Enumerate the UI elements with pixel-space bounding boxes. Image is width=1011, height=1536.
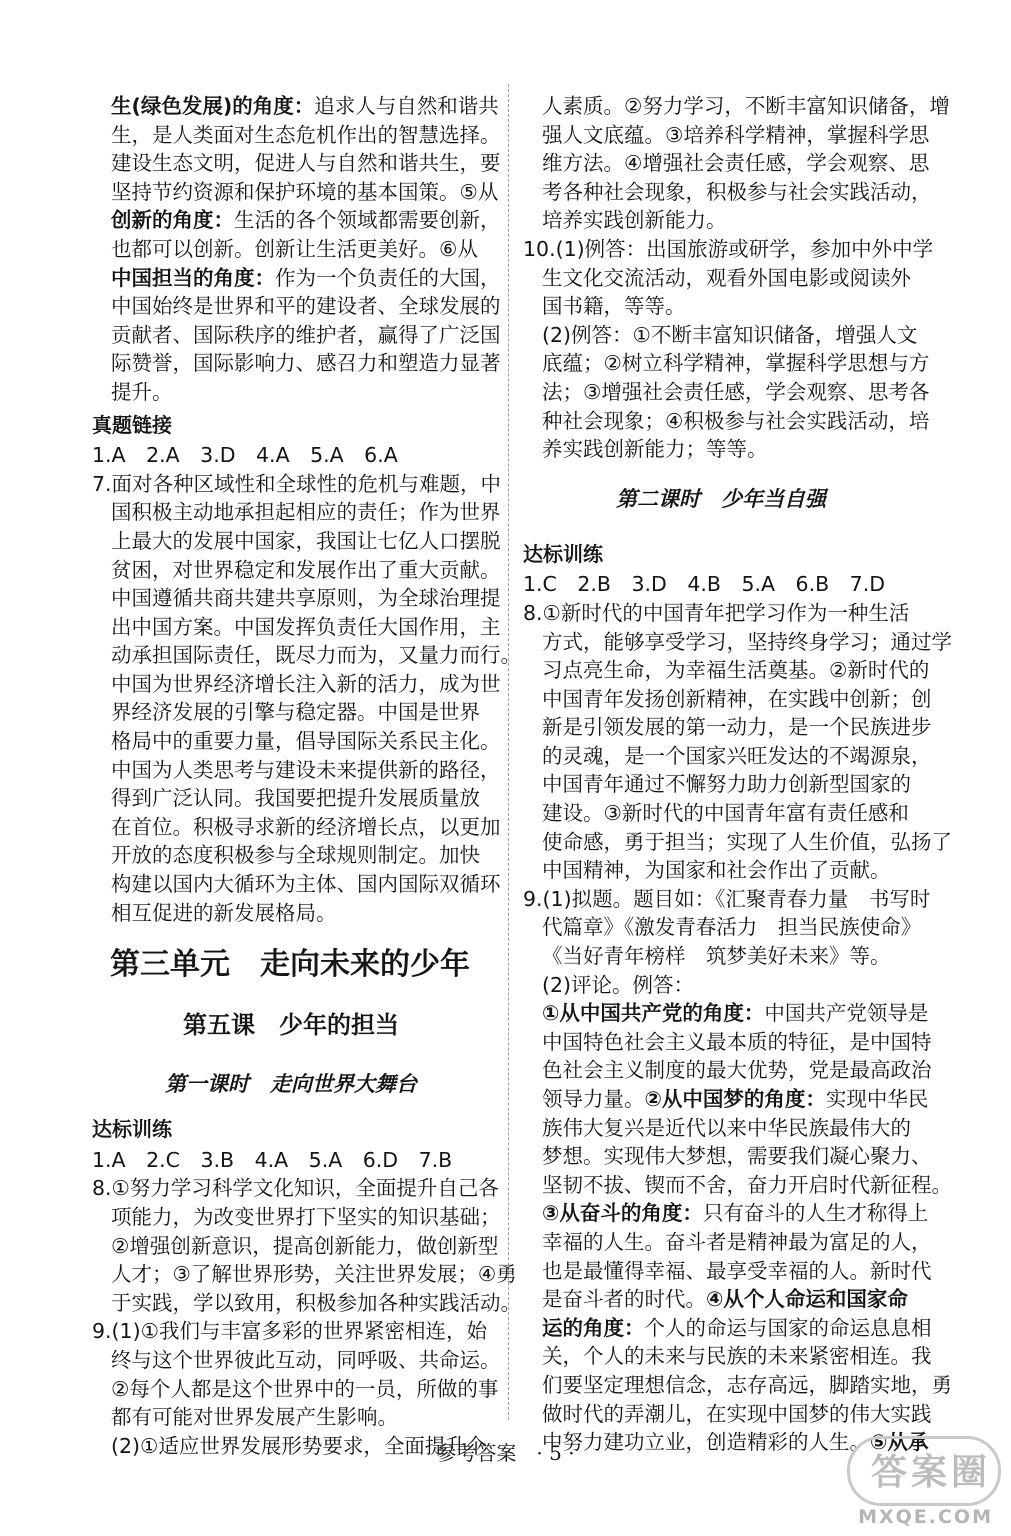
text-line: 中国特色社会主义最本质的特征，是中国特	[542, 1029, 932, 1054]
text-line: 动承担国际责任，既尽力而为，又量力而行。	[111, 643, 521, 668]
text-line: 也是最懂得幸福、最享受幸福的人。新时代	[542, 1258, 932, 1283]
section-heading: 达标训练	[92, 1117, 172, 1142]
answer-key: 1.A 2.C 3.B 4.A 5.A 6.D 7.B	[92, 1147, 453, 1172]
text-line: 族伟大复兴是近代以来中华民族最伟大的	[542, 1115, 911, 1140]
column-divider	[508, 84, 509, 1420]
text-line: 中国担当的角度：作为一个负责任的大国，	[111, 265, 501, 290]
left-column	[92, 92, 521, 1460]
text-line: 出中国方案。中国发挥负责任大国作用，主	[111, 614, 501, 639]
text-line: 中国精神，为国家和社会作出了贡献。	[542, 858, 891, 883]
intro-block	[92, 92, 501, 407]
text-line: 强人文底蕴。③培养科学精神，掌握科学思	[542, 122, 930, 147]
section-heading: 达标训练	[523, 541, 603, 566]
question-7	[92, 470, 521, 928]
question-10	[523, 235, 934, 464]
watermark-mark: 答案圈	[870, 1452, 991, 1493]
text-line: 中努力建功立业，创造精彩的人生。⑤从承	[542, 1430, 929, 1455]
period-title: 第一课时 走向世界大舞台	[165, 1071, 417, 1097]
text-line: 培养实践创新能力。	[542, 208, 727, 233]
watermark-logo	[851, 1436, 1001, 1528]
text-line: 中国青年发扬创新精神，在实践中创新；创	[542, 686, 932, 711]
text-line: 界经济发展的引擎与稳定器。中国是世界	[111, 700, 480, 725]
text-line: 考各种社会现象，积极参与社会实践活动，	[542, 179, 932, 204]
text-line: ②增强创新意识，提高创新能力，做创新型	[111, 1233, 499, 1258]
answer-key: 1.C 2.B 3.D 4.B 5.A 6.B 7.D	[523, 572, 886, 597]
text-line: 贡献者、国际秩序的维护者，赢得了广泛国	[111, 322, 501, 347]
question-8	[523, 599, 952, 885]
text-line: ③从奋斗的角度：只有奋斗的人生才称得上	[542, 1201, 929, 1226]
text-line: 国积极主动地承担起相应的责任；作为世界	[111, 500, 501, 525]
lesson-title: 第五课 少年的担当	[183, 1010, 399, 1040]
text-line: 开放的态度积极参与全球规则制定。加快	[111, 843, 480, 868]
text-line: ②每个人都是这个世界中的一员，所做的事	[111, 1376, 499, 1401]
right-column	[523, 92, 952, 1457]
text-line: 生文化交流活动，观看外国电影或阅读外	[542, 265, 911, 290]
text-line: 养实践创新能力；等等。	[542, 437, 768, 462]
text-line: 梦想。实现伟大梦想，需要我们凝心聚力、	[542, 1144, 932, 1169]
text-line: (2)评论。例答：	[542, 972, 695, 997]
text-line: 项能力，为改变世界打下坚实的知识基础；	[111, 1205, 501, 1229]
text-line: 代篇章》《激发青春活力 担当民族使命》	[542, 915, 922, 940]
text-line: 新是引领发展的第一动力，是一个民族进步	[542, 715, 932, 740]
text-line: 贫困，对世界稳定和发展作出了重大贡献。	[111, 557, 501, 582]
text-line: 做时代的弄潮儿，在实现中国梦的伟大实践	[542, 1401, 932, 1426]
continuation-block	[523, 92, 950, 235]
text-line: 坚持节约资源和保护环境的基本国策。⑤从	[111, 179, 499, 204]
text-line: 得到广泛认同。我国要把提升发展质量放	[111, 786, 480, 811]
answer-key: 1.A 2.A 3.D 4.A 5.A 6.A	[92, 443, 398, 468]
text-line: 人素质。②努力学习，不断丰富知识储备，增	[542, 94, 950, 118]
question-8	[92, 1174, 521, 1317]
text-line: 生，是人类面对生态危机作出的智慧选择。	[111, 122, 501, 147]
text-line: 7.面对各种区域性和全球性的危机与难题，中	[92, 471, 502, 496]
text-line: (2)①适应世界发展形势要求，全面提升个	[111, 1433, 487, 1458]
text-line: 创新的角度：生活的各个领域都需要创新，	[111, 208, 501, 233]
text-line: 上最大的发展中国家，我国让七亿人口摆脱	[111, 528, 501, 553]
text-line: 10.(1)例答：出国旅游或研学，参加中外中学	[523, 236, 934, 261]
text-line: 9.(1)①我们与丰富多彩的世界紧密相连，始	[92, 1319, 487, 1344]
text-line: 关，个人的未来与民族的未来紧密相连。我	[542, 1344, 932, 1369]
text-line: 都有可能对世界发展产生影响。	[111, 1405, 398, 1430]
text-line: 领导力量。②从中国梦的角度：实现中华民	[542, 1087, 929, 1111]
text-line: 中国为世界经济增长注入新的活力，成为世	[111, 671, 501, 696]
text-line: 种社会现象；④积极参与社会实践活动，培	[542, 408, 930, 433]
text-line: 国书籍，等等。	[542, 294, 686, 319]
text-line: 9.(1)拟题。题目如：《汇聚青春力量 书写时	[523, 886, 931, 911]
text-line: 幸福的人生。奋斗者是精神最为富足的人，	[542, 1229, 932, 1254]
text-line: 格局中的重要力量，倡导国际关系民主化。	[111, 729, 501, 754]
text-line: 运的角度：个人的命运与国家的命运息息相	[542, 1315, 932, 1340]
text-line: 人才；③了解世界形势，关注世界发展；④勇	[111, 1262, 517, 1287]
text-line: 构建以国内大循环为主体、国内国际双循环	[111, 872, 501, 897]
text-line: 方式，能够享受学习，坚持终身学习；通过学	[542, 629, 952, 654]
text-line: 们要坚定理想信念，志存高远，脚踏实地，勇	[542, 1372, 952, 1397]
text-line: 中国遵循共商共建共享原则，为全球治理提	[111, 586, 501, 611]
text-line: 使命感，勇于担当；实现了人生价值，弘扬了	[542, 829, 952, 854]
text-line: ①从中国共产党的角度：中国共产党领导是	[542, 1001, 929, 1026]
text-line: 中国为人类思考与建设未来提供新的路径，	[111, 757, 501, 782]
text-line: 底蕴；②树立科学精神，掌握科学思想与方	[542, 351, 930, 376]
period-title: 第二课时 少年当自强	[616, 485, 826, 511]
text-line: 建设生态文明，促进人与自然和谐共生，要	[111, 151, 501, 176]
text-line: 中国青年通过不懈努力助力创新型国家的	[542, 772, 911, 797]
text-line: 的灵魂，是一个国家兴旺发达的不竭源泉，	[542, 743, 932, 768]
text-line: 也都可以创新。创新让生活更美好。⑥从	[111, 236, 478, 261]
text-line: 于实践，学以致用，积极参加各种实践活动。	[111, 1290, 521, 1315]
text-line: 生(绿色发展)的角度：追求人与自然和谐共	[111, 94, 499, 118]
text-line: (2)例答：①不断丰富知识储备，增强人文	[542, 322, 918, 347]
text-line: 中国始终是世界和平的建设者、全球发展的	[111, 294, 501, 319]
text-line: 坚韧不拔、锲而不舍，奋力开启时代新征程。	[542, 1172, 952, 1197]
text-line: 习点亮生命，为幸福生活奠基。②新时代的	[542, 658, 930, 683]
section-heading: 真题链接	[92, 412, 172, 437]
text-line: 《当好青年榜样 筑梦美好未来》等。	[542, 944, 891, 969]
unit-title: 第三单元 走向未来的少年	[110, 947, 470, 983]
text-line: 法；③增强社会责任感，学会观察、思考各	[542, 379, 930, 404]
text-line: 在首位。积极寻求新的经济增长点，以更加	[111, 814, 501, 839]
text-line: 建设。③新时代的中国青年富有责任感和	[542, 801, 909, 826]
watermark-url: MXQE.COM	[858, 1506, 993, 1528]
text-line: 相互促进的新发展格局。	[111, 900, 337, 925]
text-line: 是奋斗者的时代。④从个人命运和国家命	[542, 1287, 908, 1312]
text-line: 8.①努力学习科学文化知识，全面提升自己各	[92, 1176, 499, 1201]
page-footer: 参考答案 · 5 ·	[436, 1441, 575, 1465]
text-line: 终与这个世界彼此互动，同呼吸、共命运。	[111, 1347, 501, 1372]
text-line: 提升。	[111, 379, 173, 404]
question-9	[523, 885, 952, 1457]
text-line: 维方法。④增强社会责任感，学会观察、思	[542, 151, 930, 176]
text-line: 色社会主义制度的最大优势，党是最高政治	[542, 1058, 932, 1083]
text-line: 际赞誉，国际影响力、感召力和塑造力显著	[111, 351, 501, 376]
text-line: 8.①新时代的中国青年把学习作为一种生活	[523, 600, 910, 625]
